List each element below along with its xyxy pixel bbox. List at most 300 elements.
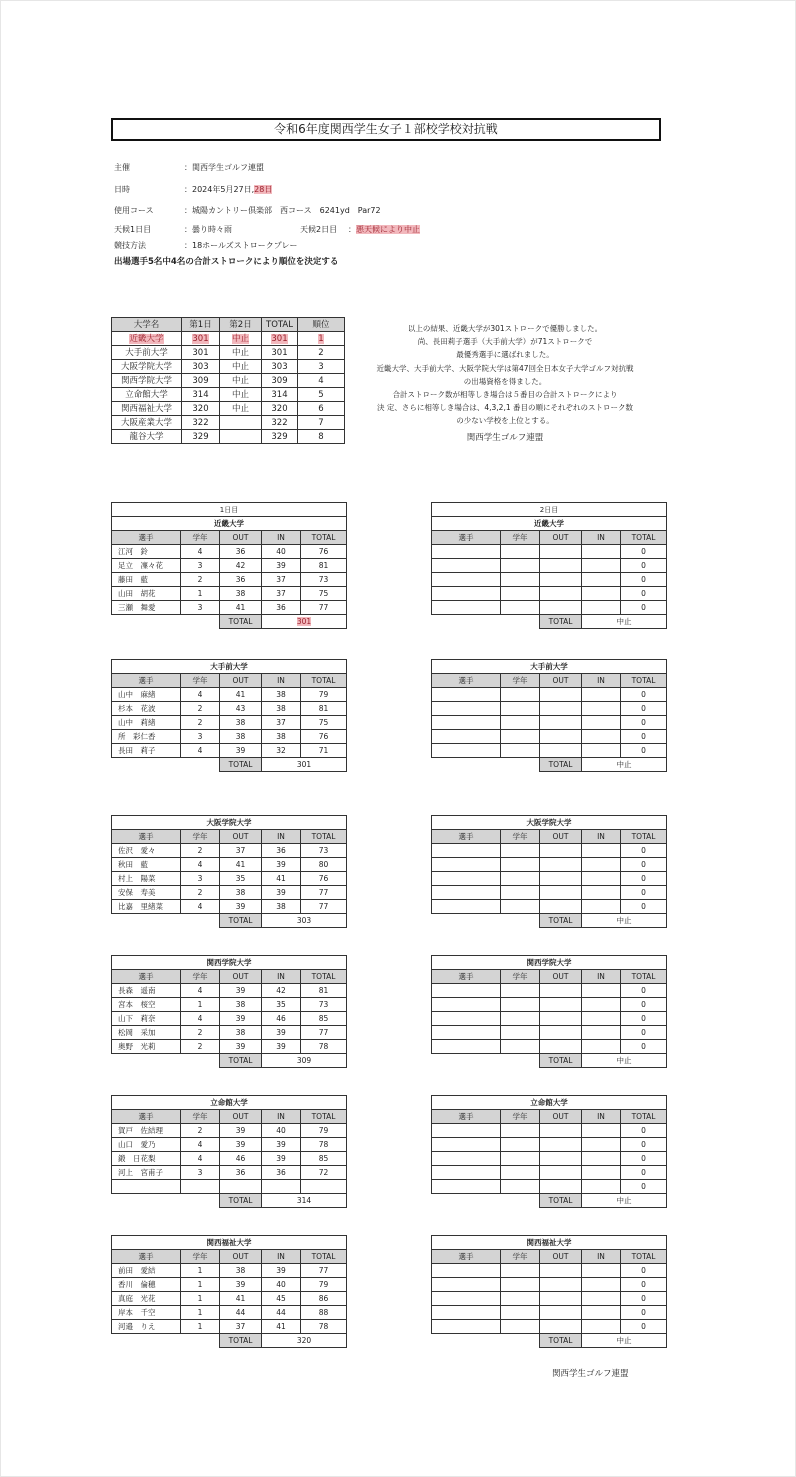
team-total-value: 中止 <box>582 615 667 629</box>
player-name <box>432 702 501 716</box>
score-cell: 0 <box>621 886 667 900</box>
score-cell: 0 <box>621 730 667 744</box>
player-name: 山下 莉奈 <box>112 1012 181 1026</box>
score-cell: 36 <box>262 844 301 858</box>
player-row <box>432 1166 667 1180</box>
score-cell: 41 <box>262 1320 301 1334</box>
score-cell: 4 <box>181 1152 220 1166</box>
score-header-cell: 選手 <box>112 1110 181 1124</box>
player-row <box>112 688 347 702</box>
player-row <box>432 998 667 1012</box>
team-name-row <box>432 816 667 830</box>
score-header-cell: OUT <box>220 531 262 545</box>
team-name-row <box>432 956 667 970</box>
player-row <box>432 1138 667 1152</box>
score-cell: 44 <box>220 1306 262 1320</box>
score-cell: 0 <box>621 1292 667 1306</box>
day-label: 2日目 <box>432 503 667 517</box>
score-cell <box>540 716 582 730</box>
ranking-cell: 中止 <box>220 360 262 374</box>
team-name: 関西学院大学 <box>432 956 667 970</box>
ranking-cell: 4 <box>298 374 345 388</box>
score-header-cell: 選手 <box>112 970 181 984</box>
team-total-number: 301 <box>296 759 312 769</box>
team-name: 大阪学院大学 <box>112 816 347 830</box>
player-row <box>112 1012 347 1026</box>
score-header-cell: 学年 <box>181 970 220 984</box>
winner-highlight: 1 <box>318 333 324 344</box>
score-cell: 76 <box>301 872 347 886</box>
ranking-cell: 303 <box>182 360 220 374</box>
score-cell: 2 <box>181 573 220 587</box>
player-name: 江河 鈴 <box>112 545 181 559</box>
player-row <box>432 559 667 573</box>
player-name <box>432 1152 501 1166</box>
score-cell <box>501 844 540 858</box>
player-name <box>432 716 501 730</box>
score-header-cell: 学年 <box>181 830 220 844</box>
score-header-cell: 選手 <box>112 674 181 688</box>
player-name: 真庭 光花 <box>112 1292 181 1306</box>
ranking-header: 大学名 第1日 第2日 TOTAL 順位 <box>112 318 345 332</box>
player-name: 所 彩仁香 <box>112 730 181 744</box>
score-header-row <box>112 1110 347 1124</box>
player-name <box>432 601 501 615</box>
score-cell: 40 <box>262 1278 301 1292</box>
score-cell: 4 <box>181 858 220 872</box>
player-name: 藤田 藍 <box>112 573 181 587</box>
score-cell <box>582 601 621 615</box>
player-name <box>432 858 501 872</box>
player-row <box>432 1292 667 1306</box>
score-cell: 37 <box>262 716 301 730</box>
score-cell: 0 <box>621 1152 667 1166</box>
score-header-cell: TOTAL <box>621 674 667 688</box>
score-header-row <box>432 1110 667 1124</box>
score-cell: 2 <box>181 716 220 730</box>
team-total-row <box>112 758 347 772</box>
score-cell: 79 <box>301 1278 347 1292</box>
score-cell: 39 <box>262 1040 301 1054</box>
player-row <box>432 1264 667 1278</box>
score-cell: 39 <box>220 984 262 998</box>
score-cell: 79 <box>301 1124 347 1138</box>
player-row <box>432 1124 667 1138</box>
score-cell: 41 <box>220 858 262 872</box>
score-header-cell: 学年 <box>181 531 220 545</box>
score-header-cell: 学年 <box>501 1110 540 1124</box>
player-name <box>432 559 501 573</box>
player-row <box>432 716 667 730</box>
score-cell <box>501 1180 540 1194</box>
score-header-cell: 学年 <box>501 830 540 844</box>
player-name <box>432 730 501 744</box>
player-name <box>432 1040 501 1054</box>
player-row <box>432 872 667 886</box>
score-cell: 1 <box>181 587 220 601</box>
day-label-row <box>432 503 667 517</box>
team-total-number: 314 <box>296 1195 312 1205</box>
score-cell <box>501 1292 540 1306</box>
score-header-cell: IN <box>262 531 301 545</box>
score-cell <box>540 1292 582 1306</box>
ranking-table <box>111 317 345 444</box>
score-header-cell: IN <box>582 531 621 545</box>
team-total-row <box>432 1194 667 1208</box>
player-name <box>432 1026 501 1040</box>
score-cell: 37 <box>220 844 262 858</box>
player-row <box>112 858 347 872</box>
ranking-cell: 322 <box>182 416 220 430</box>
player-name <box>432 844 501 858</box>
ranking-cell <box>220 332 262 346</box>
score-header-row <box>112 674 347 688</box>
score-cell: 85 <box>301 1012 347 1026</box>
score-cell: 71 <box>301 744 347 758</box>
score-cell: 0 <box>621 559 667 573</box>
score-cell: 38 <box>220 730 262 744</box>
footer-organizer: 関西学生ゴルフ連盟 <box>552 1369 629 1379</box>
player-row <box>112 1040 347 1054</box>
score-header-cell: IN <box>262 970 301 984</box>
score-cell <box>501 702 540 716</box>
score-cell <box>501 858 540 872</box>
score-cell: 39 <box>262 1152 301 1166</box>
score-cell: 4 <box>181 984 220 998</box>
player-name: 山田 胡花 <box>112 587 181 601</box>
score-cell: 0 <box>621 1166 667 1180</box>
team-total-value <box>262 1054 347 1068</box>
ranking-cell: 大阪産業大学 <box>112 416 182 430</box>
ranking-row <box>112 346 345 360</box>
score-header-cell: IN <box>582 830 621 844</box>
score-cell: 76 <box>301 730 347 744</box>
player-name: 長田 莉子 <box>112 744 181 758</box>
score-header-cell: 選手 <box>432 674 501 688</box>
score-cell: 75 <box>301 716 347 730</box>
total-label: TOTAL <box>220 1194 262 1208</box>
score-cell: 0 <box>621 998 667 1012</box>
score-cell: 39 <box>220 1012 262 1026</box>
total-label: TOTAL <box>540 758 582 772</box>
score-cell <box>582 1180 621 1194</box>
score-cell: 37 <box>262 573 301 587</box>
ranking-cell <box>182 332 220 346</box>
player-name <box>432 1124 501 1138</box>
team-total-number: 320 <box>296 1335 312 1345</box>
team-name-row <box>432 1096 667 1110</box>
score-cell <box>501 900 540 914</box>
score-cell <box>540 545 582 559</box>
score-cell: 72 <box>301 1166 347 1180</box>
page-title: 令和6年度関西学生女子１部校学校対抗戦 <box>111 118 661 141</box>
score-cell: 38 <box>262 900 301 914</box>
player-row <box>112 1166 347 1180</box>
score-cell: 77 <box>301 886 347 900</box>
day2-score-table <box>431 659 667 772</box>
score-cell <box>501 1320 540 1334</box>
score-cell <box>582 730 621 744</box>
score-cell: 0 <box>621 900 667 914</box>
day2-score-table <box>431 502 667 629</box>
player-row <box>432 601 667 615</box>
score-cell <box>540 1278 582 1292</box>
team-total-value: 中止 <box>582 1334 667 1348</box>
score-header-cell: TOTAL <box>301 830 347 844</box>
score-cell <box>540 1152 582 1166</box>
player-row <box>112 1320 347 1334</box>
ranking-cell: 322 <box>262 416 298 430</box>
player-row <box>112 872 347 886</box>
player-name <box>432 1306 501 1320</box>
player-name <box>432 886 501 900</box>
score-cell <box>501 1278 540 1292</box>
score-cell: 45 <box>262 1292 301 1306</box>
team-total-row <box>112 615 347 629</box>
player-name: 村上 陽菜 <box>112 872 181 886</box>
player-row <box>112 1264 347 1278</box>
team-total-value: 中止 <box>582 758 667 772</box>
day2-score-table <box>431 955 667 1068</box>
score-cell: 85 <box>301 1152 347 1166</box>
player-name: 山中 莉緒 <box>112 716 181 730</box>
score-cell <box>582 1278 621 1292</box>
score-cell <box>501 573 540 587</box>
ranking-cell: 314 <box>262 388 298 402</box>
score-header-cell: TOTAL <box>301 970 347 984</box>
player-row <box>432 1026 667 1040</box>
score-header-row <box>432 830 667 844</box>
player-name <box>432 744 501 758</box>
player-name <box>432 587 501 601</box>
score-cell: 36 <box>220 573 262 587</box>
player-name: 香川 倫穂 <box>112 1278 181 1292</box>
team-name-row <box>432 517 667 531</box>
team-total-row <box>432 1054 667 1068</box>
day-label-row <box>112 503 347 517</box>
score-cell <box>582 858 621 872</box>
player-row <box>112 984 347 998</box>
player-name <box>432 1264 501 1278</box>
score-cell: 0 <box>621 872 667 886</box>
score-header-cell: OUT <box>220 1110 262 1124</box>
score-cell: 78 <box>301 1040 347 1054</box>
score-cell <box>262 1180 301 1194</box>
ranking-cell: 5 <box>298 388 345 402</box>
player-name: 河上 宮甫子 <box>112 1166 181 1180</box>
score-header-row <box>112 1250 347 1264</box>
player-row <box>432 1012 667 1026</box>
player-name <box>432 1292 501 1306</box>
score-cell <box>501 1040 540 1054</box>
winner-highlight: 中止 <box>231 333 249 344</box>
player-row <box>432 573 667 587</box>
team-total-value <box>262 1194 347 1208</box>
team-total-row <box>112 1054 347 1068</box>
player-row <box>432 730 667 744</box>
score-cell: 39 <box>262 559 301 573</box>
score-cell: 35 <box>262 998 301 1012</box>
team-name: 立命館大学 <box>432 1096 667 1110</box>
player-row <box>112 844 347 858</box>
score-cell <box>582 1152 621 1166</box>
score-header-cell: 選手 <box>432 970 501 984</box>
score-cell: 41 <box>220 688 262 702</box>
total-label: TOTAL <box>220 1054 262 1068</box>
score-cell: 46 <box>220 1152 262 1166</box>
day1-score-table <box>111 815 347 928</box>
score-cell: 3 <box>181 559 220 573</box>
score-cell: 46 <box>262 1012 301 1026</box>
score-cell <box>582 984 621 998</box>
score-cell <box>582 844 621 858</box>
player-name: 山口 愛乃 <box>112 1138 181 1152</box>
player-row <box>112 573 347 587</box>
score-header-cell: 学年 <box>181 674 220 688</box>
player-name: 佐沢 愛々 <box>112 844 181 858</box>
player-name: 鍛 日花梨 <box>112 1152 181 1166</box>
score-cell: 36 <box>220 1166 262 1180</box>
score-cell: 3 <box>181 1166 220 1180</box>
score-header-cell: OUT <box>220 830 262 844</box>
score-cell: 0 <box>621 702 667 716</box>
player-row <box>112 1152 347 1166</box>
score-cell: 43 <box>220 702 262 716</box>
ranking-cell: 2 <box>298 346 345 360</box>
score-cell: 1 <box>181 998 220 1012</box>
ranking-cell: 6 <box>298 402 345 416</box>
score-cell: 73 <box>301 573 347 587</box>
player-name <box>432 1278 501 1292</box>
score-cell: 77 <box>301 1026 347 1040</box>
score-cell: 0 <box>621 1026 667 1040</box>
score-cell: 0 <box>621 573 667 587</box>
score-cell: 73 <box>301 844 347 858</box>
player-row <box>432 744 667 758</box>
score-cell: 0 <box>621 587 667 601</box>
player-name: 松岡 采加 <box>112 1026 181 1040</box>
score-cell <box>501 1012 540 1026</box>
score-cell <box>582 716 621 730</box>
score-header-cell: 選手 <box>112 531 181 545</box>
team-name: 大阪学院大学 <box>432 816 667 830</box>
score-header-cell: IN <box>262 1110 301 1124</box>
player-name: 三瀬 舞愛 <box>112 601 181 615</box>
day1-score-table <box>111 502 347 629</box>
score-header-cell: OUT <box>540 1250 582 1264</box>
score-cell: 39 <box>220 1040 262 1054</box>
score-header-cell: 選手 <box>432 830 501 844</box>
team-total-value <box>262 914 347 928</box>
score-cell <box>582 1306 621 1320</box>
player-name: 山中 麻緒 <box>112 688 181 702</box>
score-cell <box>540 1264 582 1278</box>
score-cell: 78 <box>301 1138 347 1152</box>
score-cell: 0 <box>621 984 667 998</box>
score-cell: 39 <box>262 1264 301 1278</box>
score-cell: 78 <box>301 1320 347 1334</box>
team-name-row <box>432 1236 667 1250</box>
score-cell: 1 <box>181 1306 220 1320</box>
team-name-row <box>112 517 347 531</box>
score-header-cell: OUT <box>220 970 262 984</box>
score-cell: 80 <box>301 858 347 872</box>
score-header-cell: IN <box>582 970 621 984</box>
score-cell: 75 <box>301 587 347 601</box>
team-name-row <box>112 1236 347 1250</box>
score-cell: 42 <box>262 984 301 998</box>
score-cell: 1 <box>181 1264 220 1278</box>
total-label: TOTAL <box>540 1194 582 1208</box>
score-cell <box>540 559 582 573</box>
team-name: 大手前大学 <box>432 660 667 674</box>
score-cell <box>540 900 582 914</box>
score-header-cell: OUT <box>540 970 582 984</box>
player-row <box>432 545 667 559</box>
player-row <box>112 730 347 744</box>
score-cell: 39 <box>220 1278 262 1292</box>
score-header-cell: 選手 <box>112 830 181 844</box>
score-cell <box>582 744 621 758</box>
score-cell: 39 <box>262 1138 301 1152</box>
player-row <box>112 545 347 559</box>
score-cell: 3 <box>181 601 220 615</box>
player-name <box>432 900 501 914</box>
score-cell: 4 <box>181 1138 220 1152</box>
score-cell: 38 <box>220 716 262 730</box>
player-name <box>432 573 501 587</box>
score-cell: 38 <box>220 1264 262 1278</box>
ranking-cell: 301 <box>262 346 298 360</box>
score-header-cell: IN <box>582 674 621 688</box>
player-row <box>432 1320 667 1334</box>
ranking-cell: 3 <box>298 360 345 374</box>
ranking-cell <box>262 332 298 346</box>
score-cell: 4 <box>181 744 220 758</box>
score-cell: 77 <box>301 900 347 914</box>
score-cell: 4 <box>181 1012 220 1026</box>
score-cell: 0 <box>621 1124 667 1138</box>
score-cell <box>501 872 540 886</box>
ranking-cell: 314 <box>182 388 220 402</box>
score-cell <box>582 1292 621 1306</box>
score-header-cell: OUT <box>540 830 582 844</box>
score-header-row <box>432 674 667 688</box>
team-name-row <box>432 660 667 674</box>
score-cell: 0 <box>621 1180 667 1194</box>
score-cell: 2 <box>181 886 220 900</box>
score-cell <box>501 545 540 559</box>
team-total-row <box>112 1194 347 1208</box>
player-row <box>432 1306 667 1320</box>
score-cell <box>582 1138 621 1152</box>
player-row <box>112 998 347 1012</box>
score-cell <box>501 744 540 758</box>
score-cell <box>501 984 540 998</box>
day1-score-table <box>111 1235 347 1348</box>
score-cell: 40 <box>262 1124 301 1138</box>
ranking-cell <box>298 332 345 346</box>
player-name <box>432 1138 501 1152</box>
team-total-number: 309 <box>296 1055 312 1065</box>
score-cell <box>540 1180 582 1194</box>
score-header-row <box>112 970 347 984</box>
score-header-row <box>112 531 347 545</box>
score-cell: 1 <box>181 1320 220 1334</box>
score-cell <box>540 1040 582 1054</box>
score-cell <box>501 716 540 730</box>
score-cell <box>501 886 540 900</box>
